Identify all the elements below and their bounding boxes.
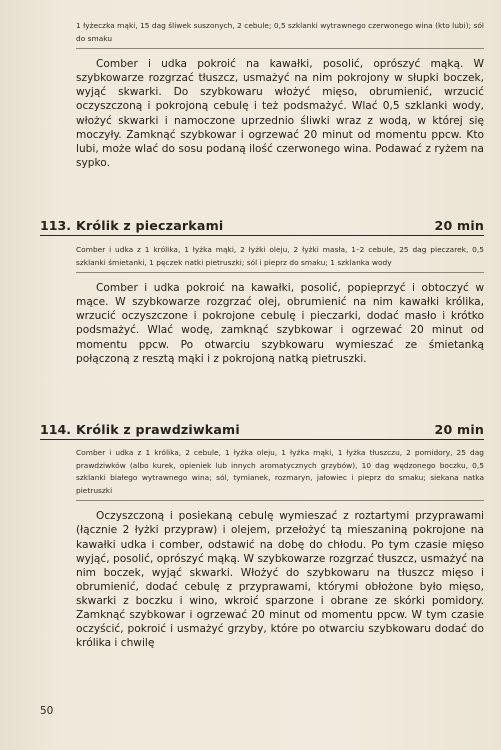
recipe-114-body bbox=[76, 447, 484, 650]
recipe-title: Królik z pieczarkami bbox=[76, 218, 224, 233]
recipe-text: Oczyszczoną i posiekaną cebulę wymieszać z roztartymi przyprawami (łącznie 2 łyżki przypraw) i olejem, przełożyć tą mieszaniną pokrojone na kawałki udka i comber, odstawić na dobę do chłodu. Po tym czasie mięso wyjąć, posolić, oprószyć mąką. W szybkowarze rozgrzać tłuszcz, usmażyć na nim boczek, wyjąć skwarki. Włożyć do szybkowaru na tłuszcz mięso i obrumienić, dodać cebulę z przyprawami, którymi obłożone było mięso, skwarki z boczku i wino, wkroić sparzone i obrane ze skórki pomidory. Zamknąć szybkowar i ogrzewać 20 minut od momentu ppcw. W tym czasie oczyścić, pokroić i usmażyć grzyby, które po otwarciu szybkowaru dodać do królika i chwilę bbox=[76, 510, 484, 650]
recipe-title: Królik z prawdziwkami bbox=[76, 422, 240, 437]
intro-text: Comber i udka pokroić na kawałki, posolić, oprószyć mąką. W szybkowarze rozgrzać tłuszcz, usmażyć na nim pokrojony w słupki boczek, wyjąć skwarki. Do szybkowaru włożyć mięso, obrumienić, wrzucić oczyszczoną i pokrojoną cebulę i też podsmażyć. Wlać 0,5 szklanki wody, włożyć skwarki i namoczone uprzednio śliwki wraz z wodą, w której się moczyły. Zamknąć szybkowar i ogrzewać 20 minut od momentu ppcw. Kto lubi, może wlać do sosu podaną ilość czerwonego wina. Podawać z ryżem na sypko. bbox=[76, 58, 484, 169]
recipe-ingredients: Comber i udka z 1 królika, 2 cebule, 1 łyżka oleju, 1 łyżka mąki, 1 łyżka tłuszczu, 2 pomidory, 25 dag prawdziwków (albo kurek, opieniek lub innych aromatycznych grzybów), 10 dag wędzonego boczku, 0,5 szklanki białego wytrawnego wina; sól, tymianek, rozmaryn, jałowiec i pieprz do smaku; siekana natka pietruszki bbox=[76, 448, 484, 495]
recipe-time: 20 min bbox=[434, 218, 484, 233]
recipe-ingredients: Comber i udka z 1 królika, 1 łyżka mąki, 2 łyżki oleju, 2 łyżki masła, 1–2 cebule, 25 dag pieczarek, 0,5 szklanki śmietanki, 1 pęczek natki pietruszki; sól i pieprz do smaku; 1 szklanka wody bbox=[76, 245, 484, 267]
recipe-113-heading bbox=[40, 218, 484, 236]
separator bbox=[76, 272, 484, 273]
separator bbox=[76, 48, 484, 49]
separator bbox=[76, 500, 484, 501]
recipe-text: Comber i udka pokroić na kawałki, posolić, popieprzyć i obtoczyć w mące. W szybkowarze rozgrzać olej, obrumienić na nim kawałki królika, wrzucić oczyszczone i pokrojone cebulę i pieczarki, dodać masło i krótko podsmażyć. Wlać wodę, zamknąć szybkowar i ogrzewać 20 minut od momentu ppcw. Po otwarciu szybkowaru wymieszać ze śmietanką połączoną z resztą mąki i z pokrojoną natką pietruszki. bbox=[76, 282, 484, 365]
recipe-time: 20 min bbox=[434, 422, 484, 437]
intro-section bbox=[76, 20, 484, 170]
recipe-number: 114. bbox=[40, 422, 72, 437]
recipe-114-heading bbox=[40, 422, 484, 440]
page-number: 50 bbox=[40, 705, 54, 717]
intro-ingredients: 1 łyżeczka mąki, 15 dag śliwek suszonych, 2 cebule; 0,5 szklanki wytrawnego czerwonego wina (kto lubi); sól do smaku bbox=[76, 21, 484, 43]
recipe-number: 113. bbox=[40, 218, 72, 233]
recipe-113-body bbox=[76, 244, 484, 366]
